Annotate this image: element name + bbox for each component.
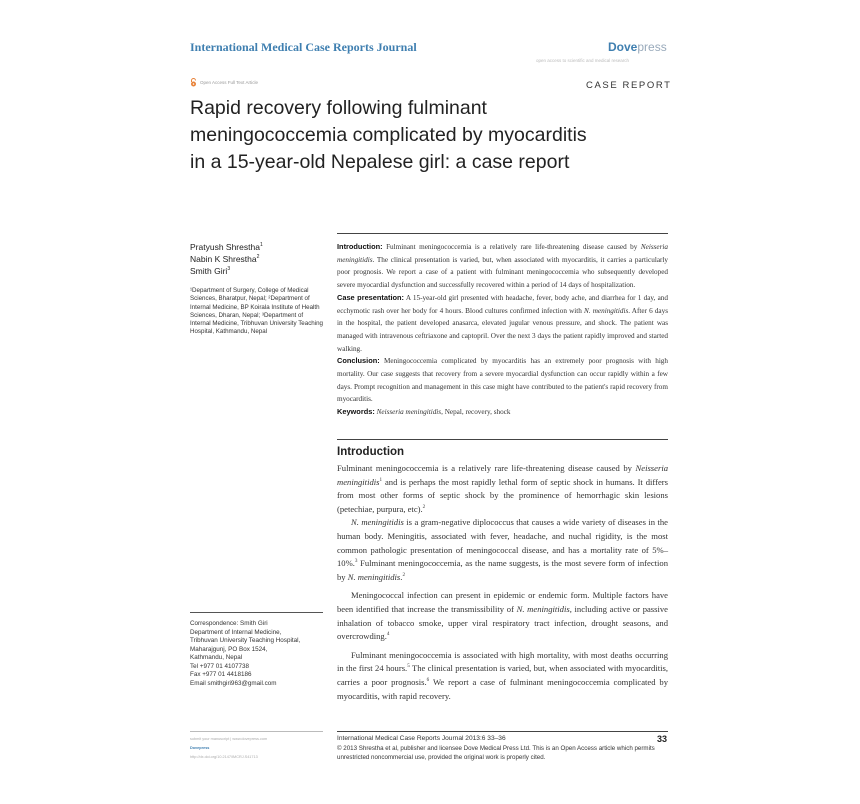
abstract-conclusion: Conclusion: Meningococcemia complicated by myocarditis has an extremely poor prognosis with high mortality. Our case suggests that recovery from a severe myocardial dysfunction can occur rapidly within a few days. Prompt recognition and management in this case might have contributed to the patient's rapid recovery from myocarditis. (337, 356, 668, 404)
submission-footer (190, 735, 267, 762)
license-text: © 2013 Shrestha et al, publisher and licensee Dove Medical Press Ltd. This is an Open Access article which permits unrestricted noncommercial use, provided the original work is properly cited. (337, 745, 655, 761)
title-line: Rapid recovery following fulminant (190, 97, 487, 119)
divider (190, 612, 323, 613)
brand-main: Dove (608, 40, 638, 54)
divider (337, 731, 668, 732)
page-number: 33 (657, 734, 668, 744)
author: Pratyush Shrestha$^1$ (190, 242, 263, 252)
open-access-text: Open Access Full Text Article (200, 80, 258, 85)
abstract-introduction: Introduction: Fulminant meningococcemia is a relatively rare life-threatening disease caused by Neisseria meningitidis. The clinical presentation is varied, but, when associated with myocarditis, it carries a particularly poor prognosis. We report a case of a patient with fulminant meningococcemia who subsequently developed severe myocardial dysfunction and successfully recovered within a period of 14 days of hospitalization. (337, 242, 668, 290)
article-type: CASE REPORT (586, 80, 672, 91)
correspondence-line: Kathmandu, Nepal (190, 654, 243, 661)
divider (337, 439, 668, 440)
correspondence-line: Correspondence: Smith Giri (190, 620, 268, 627)
correspondence (190, 620, 330, 688)
correspondence-line: Tribhuvan University Teaching Hospital, (190, 637, 301, 644)
correspondence-line: Maharajgunj, PO Box 1524, (190, 645, 268, 653)
paragraph: N. meningitidis is a gram-negative diplococcus that causes a wide variety of diseases in the human body. Meningitis, associated with fever, headache, and nuchal rigidity, is the most common pathologic presentation of meningococcal disease, and has a mortality rate of 5%–10%.$^3$ Fulminant meningococcemia, as the name suggests, is the most severe form of infection by N. meningitidis.$^2$ (337, 517, 668, 582)
affiliations: ¹Department of Surgery, College of Medical Sciences, Bharatpur, Nepal; ²Department of Internal Medicine, BP Koirala Institute of Health Sciences, Dharan, Nepal; ³Department of Internal Medicine, Tribhuvan University Teaching Hospital, Kathmandu, Nepal (190, 287, 323, 336)
doi-link[interactable]: http://dx.doi.org/10.2147/IMCRJ.S41713 (190, 755, 258, 759)
author-list (190, 241, 263, 277)
correspondence-line: Department of Internal Medicine, (190, 628, 282, 636)
author: Nabin K Shrestha$^2$ (190, 254, 260, 264)
introduction-body (337, 462, 668, 703)
title-line: meningococcemia complicated by myocarditis (190, 124, 587, 146)
paragraph: Fulminant meningococcemia is a relatively rare life-threatening disease caused by Neisseria meningitidis$^1$ and is perhaps the most rapidly lethal form of septic shock in humans. It differs from most other forms of septic shock by the prominence of hemorrhagic skin lesions (petechiae, purpura, etc).$^2$ (337, 463, 668, 514)
dovepress-small-logo: Dovepress (190, 746, 210, 750)
title-line: in a 15-year-old Nepalese girl: a case report (190, 151, 570, 173)
article-title (190, 95, 660, 176)
open-access-lock-icon (190, 78, 197, 87)
paragraph: Fulminant meningococcemia is associated with high mortality, with most deaths occurring in the first 24 hours.$^5$ The clinical presentation is varied, but, when associated with myocarditis, carries a poor prognosis.$^6$ We report a case of fulminant meningococcemia complicated by myocarditis, with rapid recovery. (337, 649, 669, 701)
section-heading: Introduction (337, 446, 405, 458)
dovepress-logo (608, 40, 667, 54)
submit-link[interactable]: submit your manuscript | www.dovepress.com (190, 737, 268, 741)
publisher-tagline: open access to scientific and medical research (536, 58, 630, 63)
abstract-case: Case presentation: A 15-year-old girl presented with headache, fever, body ache, and diarrhea for 1 day, and ecchymotic rash over her body for 4 hours. Blood cultures confirmed infection with N. meningitidis. After 6 days in the hospital, the patient developed anasarca, elevated jugular venous pressure, and shock. The patient was managed with intravenous ceftriaxone and captopril. Over the next 3 days the patient rapidly improved and started walking. (337, 292, 668, 353)
brand-suffix: press (637, 40, 667, 54)
divider (190, 731, 323, 732)
author: Smith Giri$^3$ (190, 266, 231, 276)
correspondence-line: Email smithgiri963@gmail.com (190, 679, 277, 687)
divider (337, 233, 668, 234)
paragraph: Meningococcal infection can present in epidemic or endemic form. Multiple factors have been identified that increase the transmissibility of N. meningitidis, including active or passive inhalation of tobacco smoke, upper viral respiratory tract infection, drought seasons, and overcrowding.$^4$ (337, 590, 668, 642)
open-access-label (190, 78, 258, 87)
abstract (337, 241, 668, 419)
journal-citation: International Medical Case Reports Journal 2013:6 33–36 (337, 735, 506, 742)
correspondence-line: Fax +977 01 4418186 (190, 671, 252, 678)
abstract-keywords: Keywords: Neisseria meningitidis, Nepal, recovery, shock (337, 407, 511, 417)
journal-name: International Medical Case Reports Journal (190, 40, 417, 54)
correspondence-line: Tel +977 01 4107738 (190, 662, 249, 670)
